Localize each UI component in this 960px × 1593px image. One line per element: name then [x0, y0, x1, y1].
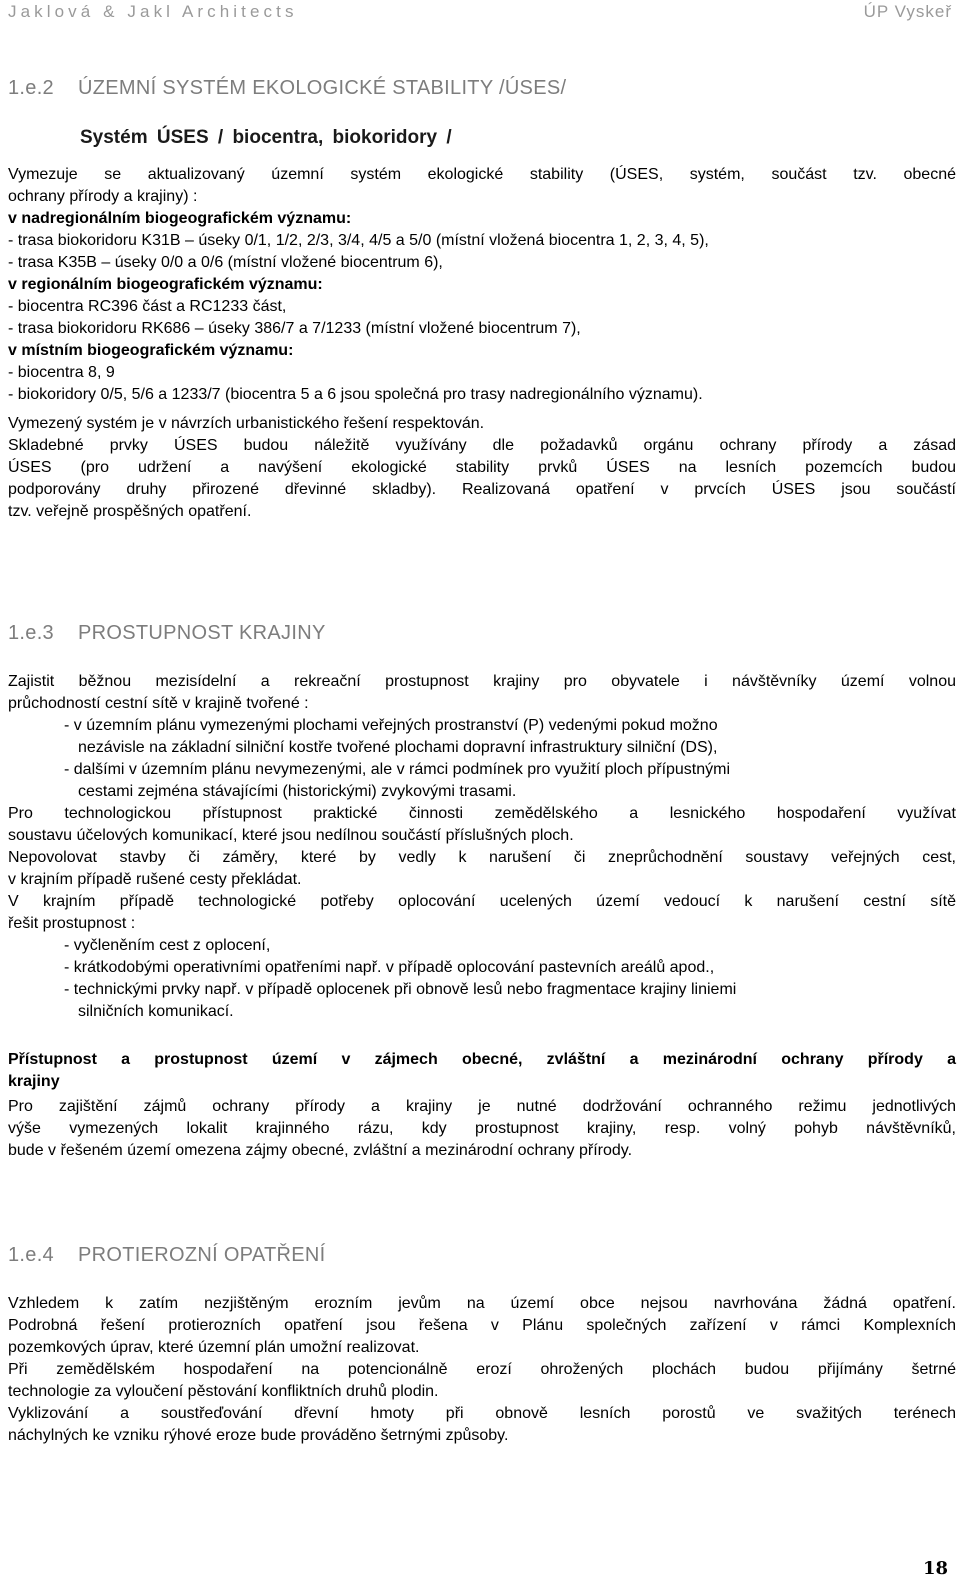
- paragraph-line: bude v řešeném území omezena zájmy obecné, zvláštní a mezinárodní ochrany přírody.: [8, 1142, 633, 1159]
- category-heading: v nadregionálním biogeografickém významu:: [8, 210, 352, 227]
- paragraph-line: soustavu účelových komunikací, které jsou nedílnou součástí příslušných ploch.: [8, 827, 574, 844]
- paragraph-line: Vymezuje se aktualizovaný územní systém ekologické stability (ÚSES, systém, součást tzv. obecné: [8, 166, 956, 183]
- list-item: - biokoridory 0/5, 5/6 a 1233/7 (biocentra 5 a 6 jsou společná pro trasy nadregionálního významu).: [8, 386, 703, 403]
- pristupnost-paragraph: [8, 1096, 956, 1162]
- category-heading: v místním biogeografickém významu:: [8, 342, 294, 359]
- section-heading-uses: [8, 77, 566, 100]
- page-header: [8, 2, 952, 26]
- paragraph-line: průchodností cestní sítě v krajině tvořené :: [8, 695, 309, 712]
- list-item: - trasa biokoridoru RK686 – úseky 386/7 a 7/1233 (místní vložené biocentrum 7),: [8, 320, 581, 337]
- section-number: 1.e.3: [8, 622, 54, 644]
- paragraph-line: náchylných ke vzniku rýhové eroze bude prováděno šetrnými způsoby.: [8, 1427, 509, 1444]
- paragraph-line: v krajním případě rušené cesty překládat.: [8, 871, 302, 888]
- paragraph-line: ochrany přírody a krajiny) :: [8, 188, 198, 205]
- section-number: 1.e.2: [8, 77, 54, 99]
- paragraph-line: Pro technologickou přístupnost praktické činnosti zemědělského a lesnického hospodaření využívat: [8, 805, 956, 822]
- paragraph-line: Vymezený systém je v návrzích urbanistického řešení respektován.: [8, 415, 485, 432]
- section-title: PROSTUPNOST KRAJINY: [78, 622, 326, 644]
- list-item: - trasa K35B – úseky 0/0 a 0/6 (místní vložené biocentrum 6),: [8, 254, 443, 271]
- bold-heading-line: Přístupnost a prostupnost území v zájmech obecné, zvláštní a mezinárodní ochrany přírody a: [8, 1051, 956, 1068]
- header-document: ÚP Vyskeř: [863, 2, 952, 21]
- section-heading-prostupnost: [8, 622, 326, 645]
- paragraph-line: výše vymezených lokalit krajinného rázu, kdy prostupnost krajiny, resp. volný pohyb návštěvníků,: [8, 1120, 956, 1137]
- list-item-continuation: silničních komunikací.: [78, 1003, 234, 1020]
- section-heading-protierozni: [8, 1244, 326, 1267]
- paragraph-line: tzv. veřejně prospěšných opatření.: [8, 503, 252, 520]
- uses-paragraph: [8, 413, 956, 523]
- list-item: - technickými prvky např. v případě oplocenek při obnově lesů nebo fragmentace krajiny liniemi: [64, 981, 737, 998]
- list-item: - dalšími v územním plánu nevymezenými, ale v rámci podmínek pro využití ploch přípustnými: [64, 761, 731, 778]
- paragraph-line: pozemkových úprav, které územní plán umožní realizovat.: [8, 1339, 420, 1356]
- list-item: - biocentra RC396 část a RC1233 část,: [8, 298, 287, 315]
- list-item: - krátkodobými operativními opatřeními např. v případě oplocování pastevních areálů apod.,: [64, 959, 715, 976]
- paragraph-line: Vzhledem k zatím nezjištěným erozním jevům na území obce nejsou navrhována žádná opatření.: [8, 1295, 956, 1312]
- uses-definition: [8, 164, 956, 406]
- paragraph-line: ÚSES (pro udržení a navýšení ekologické stability prvků ÚSES na lesních pozemcích budou: [8, 459, 956, 476]
- paragraph-line: řešit prostupnost :: [8, 915, 136, 932]
- paragraph-line: podporovány druhy přirozené dřevinné skladby). Realizovaná opatření v prvcích ÚSES jsou součástí: [8, 481, 956, 498]
- list-item: - v územním plánu vymezenými plochami veřejných prostranství (P) vedenými pokud možno: [64, 717, 718, 734]
- list-item-continuation: nezávisle na základní silniční kostře tvořené plochami dopravní infrastruktury silniční (DS),: [78, 739, 718, 756]
- list-item: - trasa biokoridoru K31B – úseky 0/1, 1/2, 2/3, 3/4, 4/5 a 5/0 (místní vložená biocentra 1, 2, 3, 4, 5),: [8, 232, 709, 249]
- header-company: Jaklová & Jakl Architects: [8, 2, 298, 21]
- paragraph-line: technologie za vyloučení pěstování konfliktních druhů plodin.: [8, 1383, 439, 1400]
- paragraph-line: Pro zajištění zájmů ochrany přírody a krajiny je nutné dodržování ochranného režimu jednotlivých: [8, 1098, 956, 1115]
- paragraph-line: Zajistit běžnou mezisídelní a rekreační prostupnost krajiny pro obyvatele i návštěvníky území volnou: [8, 673, 956, 690]
- list-item: - vyčleněním cest z oplocení,: [64, 937, 271, 954]
- page-number: 18: [922, 1558, 948, 1579]
- prostupnost-body: [8, 671, 956, 1023]
- paragraph-line: Při zemědělském hospodaření na potencionálně erozí ohrožených plochách budou přijímány šetrné: [8, 1361, 956, 1378]
- category-heading: v regionálním biogeografickém významu:: [8, 276, 323, 293]
- section-title: ÚZEMNÍ SYSTÉM EKOLOGICKÉ STABILITY /ÚSES/: [78, 77, 567, 99]
- paragraph-line: Skladebné prvky ÚSES budou náležitě využívány dle požadavků orgánu ochrany přírody a zásad: [8, 437, 956, 454]
- paragraph-line: Nepovolovat stavby či záměry, které by vedly k narušení či zneprůchodnění soustavy veřejných cest,: [8, 849, 956, 866]
- protierozni-body: [8, 1293, 956, 1447]
- section-title: PROTIEROZNÍ OPATŘENÍ: [78, 1244, 326, 1266]
- bold-heading-line: krajiny: [8, 1073, 60, 1090]
- list-item: - biocentra 8, 9: [8, 364, 115, 381]
- subheading-uses-system: Systém ÚSES / biocentra, biokoridory /: [80, 127, 452, 148]
- paragraph-line: Podrobná řešení protierozních opatření jsou řešena v Plánu společných zařízení v rámci Komplexních: [8, 1317, 956, 1334]
- pristupnost-subheading: [8, 1049, 956, 1093]
- section-number: 1.e.4: [8, 1244, 54, 1266]
- list-item-continuation: cestami zejména stávajícími (historickými) zvykovými trasami.: [78, 783, 517, 800]
- paragraph-line: V krajním případě technologické potřeby oplocování ucelených území vedoucí k narušení cestní sítě: [8, 893, 956, 910]
- paragraph-line: Vyklizování a soustřeďování dřevní hmoty při obnově lesních porostů ve svažitých terénech: [8, 1405, 956, 1422]
